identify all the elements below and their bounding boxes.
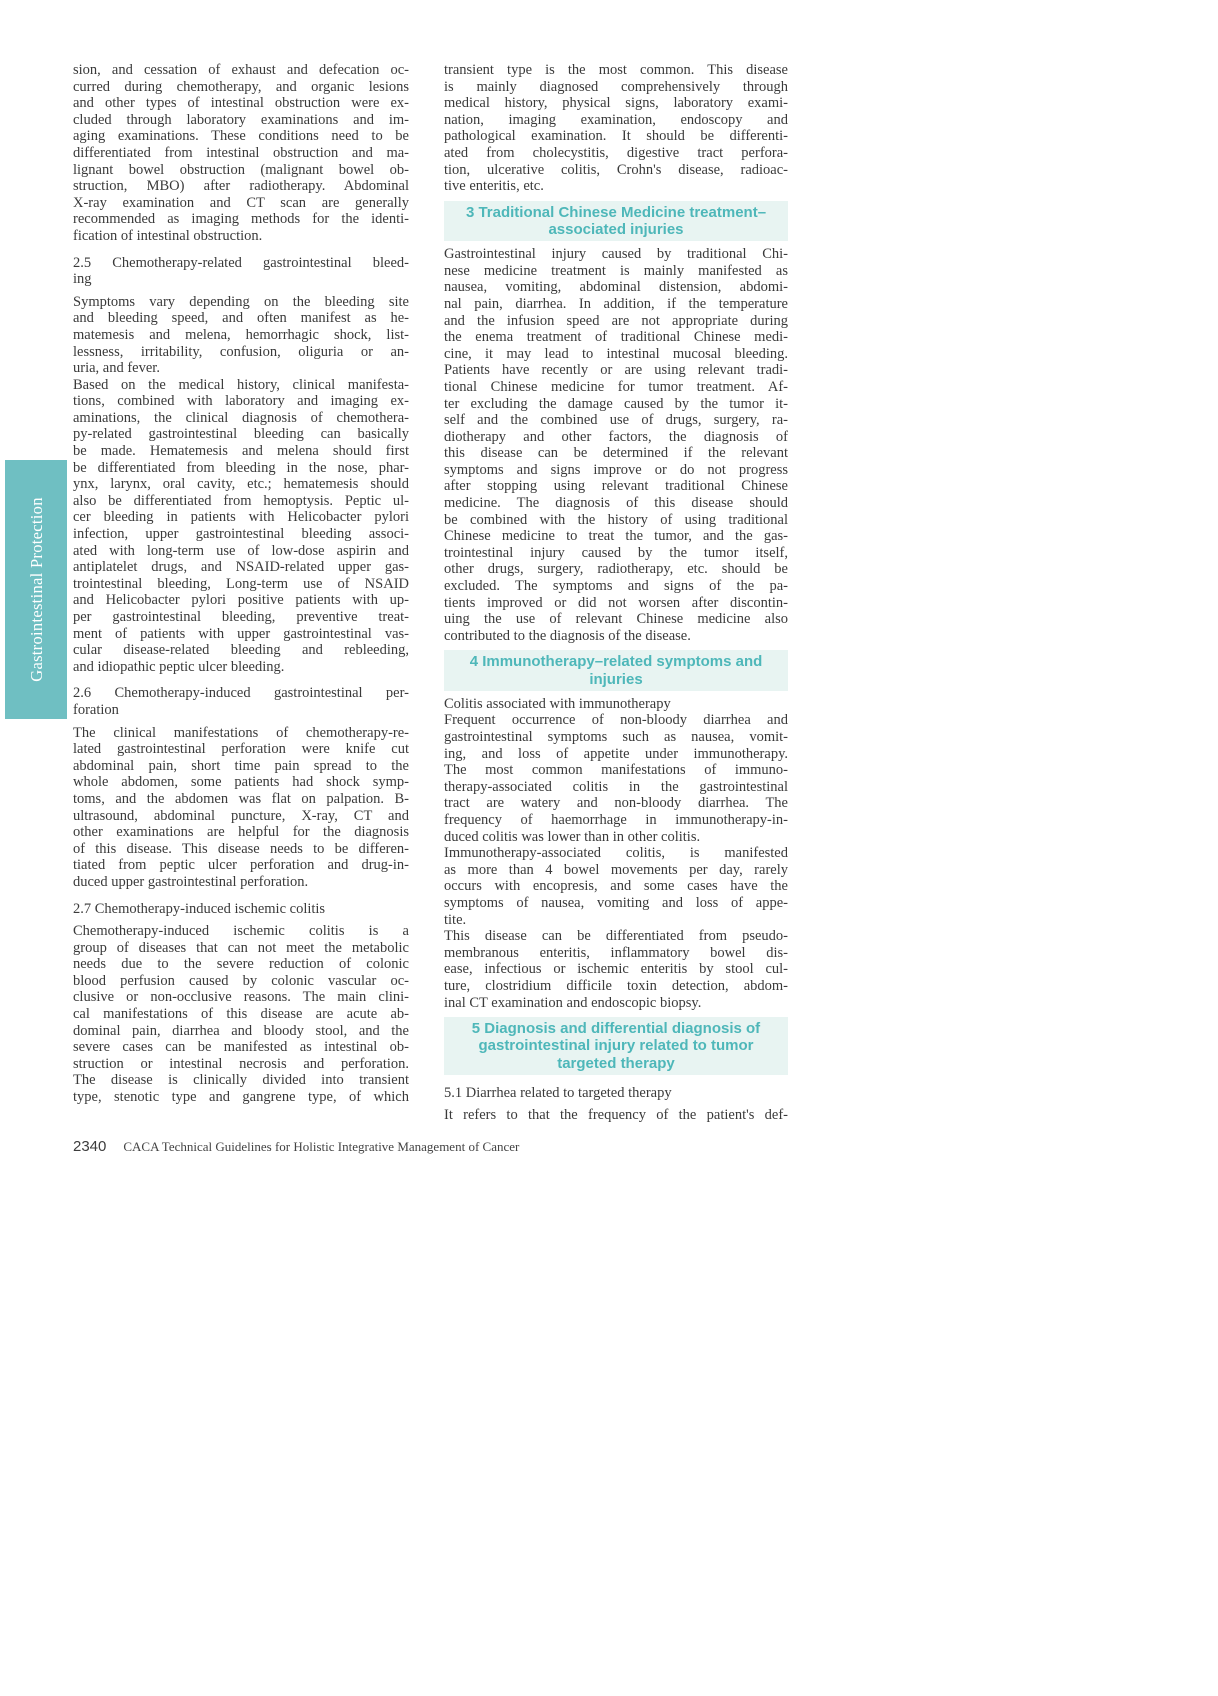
paragraph xyxy=(73,923,409,1106)
text-line: associated injuries xyxy=(548,220,684,238)
text-line: per gastrointestinal bleeding, preventive treat- xyxy=(73,609,409,625)
text-line: medical history, physical signs, laboratory exami- xyxy=(444,95,788,112)
text-line: Patients have recently or are using relevant tradi- xyxy=(444,362,788,379)
text-line: medicine. The diagnosis of this disease should xyxy=(444,495,788,512)
text-line: needs due to the severe reduction of colonic xyxy=(73,956,409,973)
text-line: cal manifestations of this disease are acute ab- xyxy=(73,1006,409,1023)
text-line: therapy-associated colitis in the gastrointestinal xyxy=(444,778,788,795)
page-number: 2340 xyxy=(73,1138,107,1155)
paragraph xyxy=(444,928,788,1011)
text-line: tive enteritis, etc. xyxy=(444,178,544,195)
text-line: nausea, vomiting, abdominal distension, abdomi- xyxy=(444,279,788,296)
text-line: inal CT examination and endoscopic biopsy. xyxy=(444,994,702,1011)
text-line: the enema treatment of traditional Chinese medi- xyxy=(444,329,788,346)
text-line: and bleeding speed, and often manifest as he- xyxy=(73,310,409,327)
paragraph xyxy=(73,725,409,891)
text-line: group of diseases that can not meet the metabolic xyxy=(73,939,409,956)
text-line: 5.1 Diarrhea related to targeted therapy xyxy=(444,1084,672,1101)
text-line: and Helicobacter pylori positive patients with up- xyxy=(73,592,409,609)
text-line: also be differentiated from hemoptysis. Peptic ul- xyxy=(73,492,409,509)
text-line: self and the combined use of drugs, surgery, ra- xyxy=(444,412,788,429)
text-line: toms, and the abdomen was flat on palpation. B- xyxy=(73,790,409,807)
text-line: other examinations are helpful for the diagnosis xyxy=(73,824,409,841)
text-line: cluded through laboratory examinations and im- xyxy=(73,111,409,128)
text-line: tional Chinese medicine for tumor treatment. Af- xyxy=(444,378,788,395)
text-line: tiated from peptic ulcer perforation and drug-in- xyxy=(73,857,409,874)
text-line: 4 Immunotherapy–related symptoms and xyxy=(469,653,763,671)
left-column xyxy=(73,62,409,1106)
paragraph xyxy=(73,377,409,676)
text-line: trointestinal bleeding, Long-term use of NSAID xyxy=(73,575,409,592)
subsection-heading xyxy=(73,901,409,918)
text-line: tite. xyxy=(444,911,467,928)
text-line: cine, it may lead to intestinal mucosal bleeding. xyxy=(444,345,788,362)
text-line: py-related gastrointestinal bleeding can basically xyxy=(73,426,409,443)
text-line: sion, and cessation of exhaust and defecation oc- xyxy=(73,62,409,78)
text-line: ultrasound, abdominal puncture, X-ray, CT and xyxy=(73,807,409,824)
text-line: cer bleeding in patients with Helicobacter pylori xyxy=(73,509,409,526)
text-line: be made. Hematemesis and melena should first xyxy=(73,443,409,460)
text-line: cular disease-related bleeding and rebleeding, xyxy=(73,642,409,659)
text-line: Chemotherapy-induced ischemic colitis is a xyxy=(73,923,409,940)
text-line: struction, MBO) after radiotherapy. Abdominal xyxy=(73,178,409,195)
text-line: diotherapy and other factors, the diagnosis of xyxy=(444,428,788,445)
right-column xyxy=(444,62,788,1124)
text-line: severe cases can be manifested as intestinal ob- xyxy=(73,1039,409,1056)
text-line: ated with long-term use of low-dose aspirin and xyxy=(73,542,409,559)
text-line: X-ray examination and CT scan are generally xyxy=(73,194,409,211)
text-line: nese medicine treatment is mainly manifested as xyxy=(444,262,788,279)
text-line: aminations, the clinical diagnosis of chemothera- xyxy=(73,409,409,426)
text-line: Gastrointestinal injury caused by traditional Chi- xyxy=(444,246,788,263)
text-line: be combined with the history of using traditional xyxy=(444,511,788,528)
text-line: 5 Diagnosis and differential diagnosis of xyxy=(471,1020,761,1038)
text-line: and idiopathic peptic ulcer bleeding. xyxy=(73,658,285,675)
text-line: recommended as imaging methods for the identi- xyxy=(73,211,409,228)
sidebar-tab-label: Gastrointestinal Protection xyxy=(26,497,46,682)
text-line: Immunotherapy-associated colitis, is manifested xyxy=(444,845,788,862)
text-line: type, stenotic type and gangrene type, of which xyxy=(73,1089,409,1106)
text-line: tients improved or did not worsen after discontin- xyxy=(444,594,788,611)
text-line: trointestinal injury caused by the tumor itself, xyxy=(444,544,788,561)
text-line: ated from cholecystitis, digestive tract perfora- xyxy=(444,144,788,161)
text-line: Frequent occurrence of non-bloody diarrhea and xyxy=(444,712,788,729)
paragraph xyxy=(444,1107,788,1124)
text-line: tions, combined with laboratory and imaging ex- xyxy=(73,393,409,410)
text-line: of this disease. This disease needs to be differen- xyxy=(73,840,409,857)
text-line: nal pain, diarrhea. In addition, if the temperature xyxy=(444,295,788,312)
text-line: be differentiated from bleeding in the nose, phar- xyxy=(73,459,409,476)
text-line: fication of intestinal obstruction. xyxy=(73,227,263,244)
paragraph xyxy=(444,246,788,644)
text-line: excluded. The symptoms and signs of the pa- xyxy=(444,578,788,595)
text-line: 2.6 Chemotherapy-induced gastrointestinal per- xyxy=(73,685,409,702)
text-line: ter excluding the damage caused by the tumor it- xyxy=(444,395,788,412)
text-line: 2.5 Chemotherapy-related gastrointestinal bleed- xyxy=(73,254,409,271)
text-line: lated gastrointestinal perforation were knife cut xyxy=(73,741,409,758)
footer-title: CACA Technical Guidelines for Holistic Integrative Management of Cancer xyxy=(123,1139,520,1154)
sidebar-tab-gastrointestinal-protection xyxy=(5,460,67,719)
text-line: contributed to the diagnosis of the disease. xyxy=(444,627,691,644)
text-line: aging examinations. These conditions need to be xyxy=(73,128,409,145)
text-line: ease, infectious or ischemic enteritis by stool cul- xyxy=(444,961,788,978)
text-line: clusive or non-occlusive reasons. The main clini- xyxy=(73,989,409,1006)
text-line: lessness, irritability, confusion, oliguria or an- xyxy=(73,343,409,360)
text-line: differentiated from intestinal obstruction and ma- xyxy=(73,144,409,161)
text-line: symptoms and signs improve or do not progress xyxy=(444,461,788,478)
page-footer xyxy=(73,1138,773,1155)
text-line: duced upper gastrointestinal perforation. xyxy=(73,873,309,890)
text-line: tract are watery and non-bloody diarrhea. The xyxy=(444,795,788,812)
text-line: is mainly diagnosed comprehensively through xyxy=(444,78,788,95)
text-line: occurs with encopresis, and some cases have the xyxy=(444,878,788,895)
subsection-heading xyxy=(444,1085,788,1102)
text-line: uing the use of relevant Chinese medicine also xyxy=(444,611,788,628)
text-line: pathological examination. It should be differenti- xyxy=(444,128,788,145)
text-line: The most common manifestations of immuno- xyxy=(444,762,788,779)
text-line: frequency of haemorrhage in immunotherapy-in- xyxy=(444,811,788,828)
text-line: injuries xyxy=(589,670,643,688)
text-line: The clinical manifestations of chemotherapy-re- xyxy=(73,724,409,741)
text-line: other drugs, surgery, radiotherapy, etc. should be xyxy=(444,561,788,578)
text-line: ing xyxy=(73,271,92,288)
section-header-band xyxy=(444,650,788,690)
paragraph xyxy=(444,62,788,195)
text-line: nation, imaging examination, endoscopy and xyxy=(444,111,788,128)
text-line: symptoms of nausea, vomiting and loss of appe- xyxy=(444,894,788,911)
section-header-band xyxy=(444,1017,788,1075)
subsection-heading xyxy=(73,685,409,718)
text-line: membranous enteritis, inflammatory bowel dis- xyxy=(444,944,788,961)
text-line: Colitis associated with immunotherapy xyxy=(444,695,671,712)
text-line: as more than 4 bowel movements per day, rarely xyxy=(444,861,788,878)
text-line: and the infusion speed are not appropriate during xyxy=(444,312,788,329)
text-line: Chinese medicine to treat the tumor, and the gas- xyxy=(444,528,788,545)
text-line: duced colitis was lower than in other colitis. xyxy=(444,828,701,845)
text-line: gastrointestinal injury related to tumor xyxy=(478,1037,754,1055)
text-line: and other types of intestinal obstruction were ex- xyxy=(73,95,409,112)
text-line: blood perfusion caused by colonic vascular oc- xyxy=(73,972,409,989)
text-line: It refers to that the frequency of the patient's def- xyxy=(444,1107,788,1124)
text-line: abdominal pain, short time pain spread to the xyxy=(73,757,409,774)
text-line: Based on the medical history, clinical manifesta- xyxy=(73,376,409,393)
paragraph xyxy=(444,712,788,845)
text-line: this disease can be determined if the relevant xyxy=(444,445,788,462)
text-line: targeted therapy xyxy=(557,1054,675,1072)
text-line: infection, upper gastrointestinal bleeding associ- xyxy=(73,526,409,543)
paragraph xyxy=(444,696,788,713)
text-line: curred during chemotherapy, and organic lesions xyxy=(73,78,409,95)
text-line: dominal pain, diarrhea and bloody stool, and the xyxy=(73,1022,409,1039)
section-header-band xyxy=(444,201,788,241)
text-line: ture, clostridium difficile toxin detection, abdom- xyxy=(444,977,788,994)
text-line: tion, ulcerative colitis, Crohn's disease, radioac- xyxy=(444,161,788,178)
paragraph xyxy=(73,294,409,377)
subsection-heading xyxy=(73,255,409,288)
text-line: matemesis and melena, hemorrhagic shock, list- xyxy=(73,326,409,343)
paragraph xyxy=(444,845,788,928)
text-line: gastrointestinal symptoms such as nausea, vomit- xyxy=(444,729,788,745)
text-line: transient type is the most common. This disease xyxy=(444,62,788,78)
text-line: Symptoms vary depending on the bleeding site xyxy=(73,293,409,310)
paragraph xyxy=(73,62,409,245)
text-line: foration xyxy=(73,701,119,718)
text-line: 3 Traditional Chinese Medicine treatment– xyxy=(465,203,767,221)
text-line: ynx, larynx, oral cavity, etc.; hematemesis should xyxy=(73,476,409,493)
text-line: whole abdomen, some patients had shock symp- xyxy=(73,774,409,791)
text-line: 2.7 Chemotherapy-induced ischemic colitis xyxy=(73,900,326,917)
text-line: lignant bowel obstruction (malignant bowel ob- xyxy=(73,161,409,178)
text-line: antiplatelet drugs, and NSAID-related upper gas- xyxy=(73,559,409,576)
text-line: ing, and loss of appetite under immunotherapy. xyxy=(444,745,788,762)
text-line: ment of patients with upper gastrointestinal vas- xyxy=(73,625,409,642)
text-line: struction or intestinal necrosis and perforation. xyxy=(73,1055,409,1072)
text-line: after stopping using relevant traditional Chinese xyxy=(444,478,788,495)
text-line: uria, and fever. xyxy=(73,360,160,377)
text-line: This disease can be differentiated from pseudo- xyxy=(444,928,788,945)
text-line: The disease is clinically divided into transient xyxy=(73,1072,409,1089)
